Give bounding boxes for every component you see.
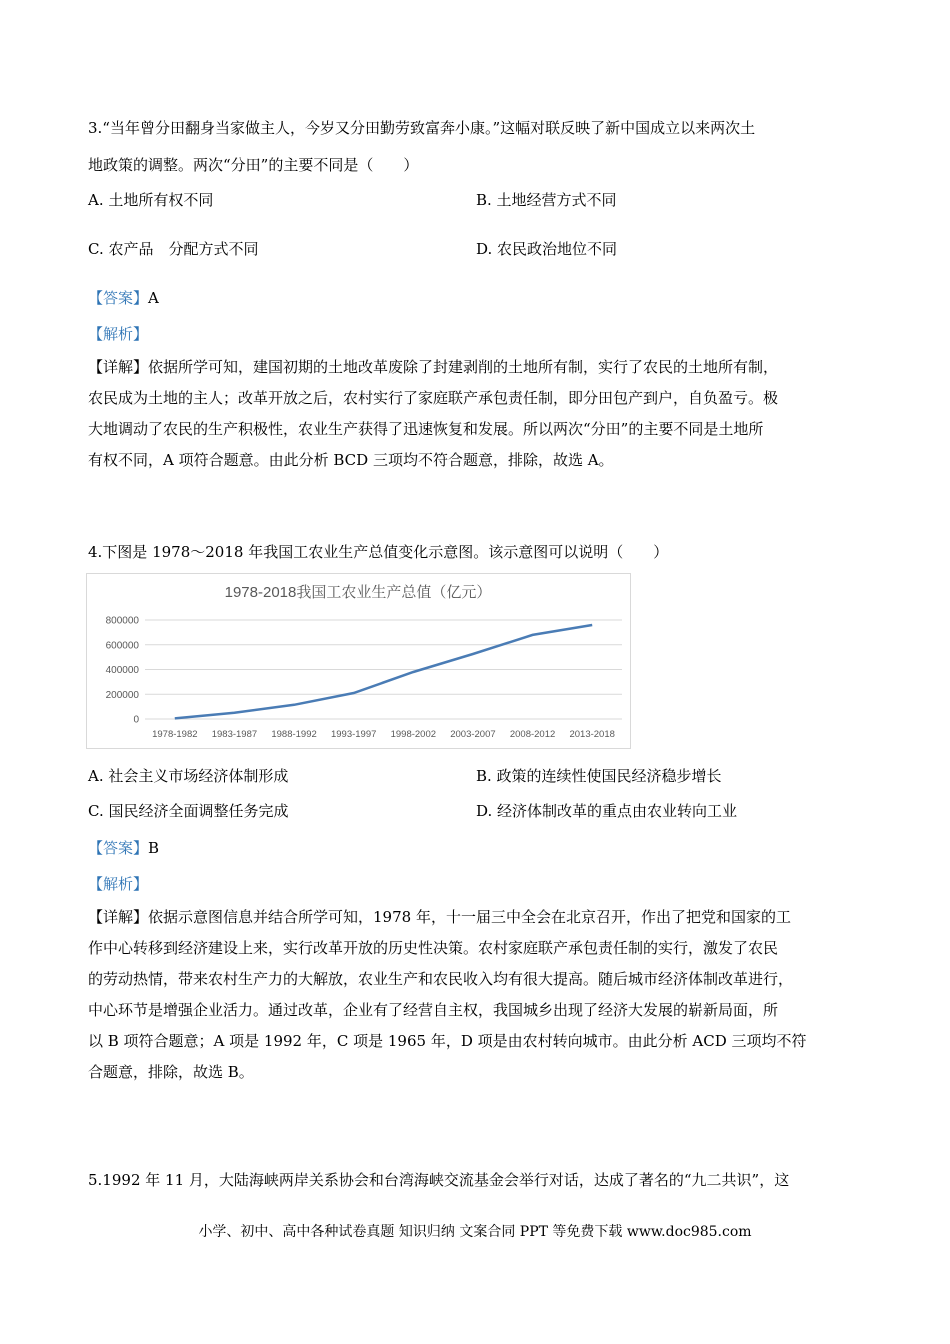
q4-answer (88, 837, 159, 858)
q4-answer-value: B (148, 839, 160, 857)
q4-detail-line: 以 B 项符合题意；A 项是 1992 年，C 项是 1965 年，D 项是由农村转向城市。由此分析 ACD 三项均不符 (88, 1032, 807, 1050)
q4-chart-svg (87, 574, 630, 748)
q4-detail-line: 合题意，排除，故选 B。 (88, 1063, 254, 1081)
q4-analysis-label: 【解析】 (88, 875, 149, 893)
q4-detail-line: 中心环节是增强企业活力。通过改革，企业有了经营自主权，我国城乡出现了经济大发展的崭新局面，所 (88, 1001, 779, 1019)
q3-detail (88, 352, 878, 476)
chart-xtick-label: 1993-1997 (330, 729, 377, 740)
chart-xtick-label: 1983-1987 (211, 729, 258, 740)
q3-answer-value: A (148, 289, 159, 307)
q3-stem-line1: 3.“当年曾分田翻身当家做主人，今岁又分田勤劳致富奔小康。”这幅对联反映了新中国成立以来两次土 (88, 119, 756, 137)
q4-detail-line: 【详解】依据示意图信息并结合所学可知，1978 年，十一届三中全会在北京召开，作出了把党和国家的工 (88, 908, 791, 926)
q3-detail-line: 有权不同，A 项符合题意。由此分析 BCD 三项均不符合题意，排除，故选 A。 (88, 451, 614, 469)
q3-answer (88, 287, 159, 308)
q4-option-a: A. 社会主义市场经济体制形成 (88, 767, 289, 785)
q5-stem: 5.1992 年 11 月，大陆海峡两岸关系协会和台湾海峡交流基金会举行对话，达成了著名的“九二共识”，这 (88, 1171, 790, 1189)
q4-option-c: C. 国民经济全面调整任务完成 (88, 802, 289, 820)
q4-option-b: B. 政策的连续性使国民经济稳步增长 (476, 767, 722, 785)
q3-option-a: A. 土地所有权不同 (88, 191, 214, 209)
chart-title: 1978-2018我国工农业生产总值（亿元） (224, 584, 492, 601)
q4-stem: 4.下图是 1978～2018 年我国工农业生产总值变化示意图。该示意图可以说明（ ） (88, 543, 669, 561)
chart-ytick-label: 200000 (105, 689, 139, 701)
chart-xtick-label: 1998-2002 (390, 729, 437, 740)
chart-ytick-label: 0 (133, 714, 139, 726)
chart-xtick-label: 2013-2018 (569, 729, 615, 740)
chart-xtick-label: 2003-2007 (450, 729, 496, 740)
chart-ytick-label: 600000 (105, 640, 139, 652)
q3-detail-line: 【详解】依据所学可知，建国初期的土地改革废除了封建剥削的土地所有制，实行了农民的土地所有制， (88, 358, 779, 376)
q3-option-b: B. 土地经营方式不同 (476, 191, 617, 209)
q3-analysis-label: 【解析】 (88, 325, 149, 343)
q4-chart (86, 573, 631, 749)
q3-detail-line: 大地调动了农民的生产积极性，农业生产获得了迅速恢复和发展。所以两次“分田”的主要不同是土地所 (88, 420, 764, 438)
q3-option-d: D. 农民政治地位不同 (476, 240, 618, 258)
chart-xtick-label: 1988-1992 (271, 729, 317, 740)
chart-xtick-label: 1978-1982 (152, 729, 198, 740)
q4-detail (88, 902, 878, 1088)
chart-xtick-label: 2008-2012 (509, 729, 556, 740)
page-footer: 小学、初中、高中各种试卷真题 知识归纳 文案合同 PPT 等免费下载 www.doc985.com (198, 1224, 752, 1240)
q3-option-c: C. 农产品 分配方式不同 (88, 240, 259, 258)
chart-ytick-label: 400000 (105, 665, 139, 676)
q4-detail-line: 作中心转移到经济建设上来，实行改革开放的历史性决策。农村家庭联产承包责任制的实行，激发了农民 (88, 939, 779, 957)
q4-option-d: D. 经济体制改革的重点由农业转向工业 (476, 802, 738, 820)
q3-answer-label: 【答案】 (88, 289, 149, 307)
q3-detail-line: 农民成为土地的主人；改革开放之后，农村实行了家庭联产承包责任制，即分田包产到户，自负盈亏。极 (88, 389, 779, 407)
chart-ytick-label: 800000 (105, 615, 139, 627)
q3-stem-line2: 地政策的调整。两次“分田”的主要不同是（ ） (88, 156, 419, 174)
q4-detail-line: 的劳动热情，带来农村生产力的大解放，农业生产和农民收入均有很大提高。随后城市经济体制改革进行， (88, 970, 794, 988)
chart-series-line (175, 625, 592, 718)
q4-answer-label: 【答案】 (88, 839, 149, 857)
